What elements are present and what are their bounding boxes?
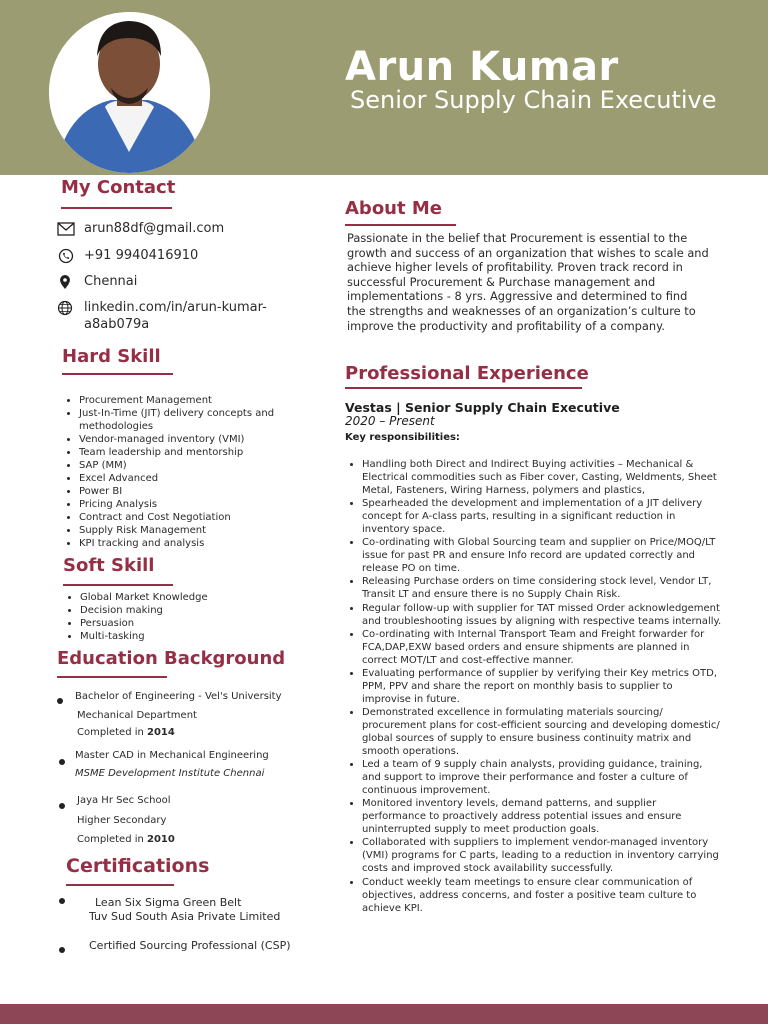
hard-skill-item: • Vendor-managed inventory (VMI) [79,433,319,446]
about-text: Passionate in the belief that Procurement is essential to the growth and success of an organization that wishes to scale and achieve higher levels of profitability. Proven track record in successful Procurement & Purchase management and implementations - 8 yrs. Aggressive and determined to find the strengths and weaknesses of an organization’s culture to improve the productivity and profitability of a company. [347,231,709,333]
about-heading: About Me [345,198,442,219]
hard-skill-item: • Team leadership and mentorship [79,446,319,459]
phone-icon [57,248,75,264]
contact-heading: My Contact [61,177,176,198]
edu-level: Higher Secondary [77,815,167,826]
certifications-underline [66,884,174,886]
edu-school-completed [77,834,175,845]
cert-csp: Certified Sourcing Professional (CSP) [89,939,291,952]
soft-skill-underline [63,584,173,586]
edu-school-completed-year: 2010 [147,834,175,845]
bullet-dot [59,947,65,953]
education-heading: Education Background [57,648,286,669]
responsibility-item: • Releasing Purchase orders on time considering stock level, Vendor LT, Transit LT and ensure there is no Supply Chain Risk. [362,575,722,601]
certifications-heading: Certifications [66,855,210,877]
responsibility-item: • Evaluating performance of supplier by verifying their Key metrics OTD, PPM, PPV and share the report on monthly basis to supplier to improvise in future. [362,667,722,706]
about-underline [345,224,456,226]
hard-skill-item: • Contract and Cost Negotiation [79,511,319,524]
responsibilities-list [345,458,722,915]
edu-completed [77,727,175,738]
edu-institute: MSME Development Institute Chennai [75,768,265,779]
experience-heading: Professional Experience [345,363,589,384]
email-link[interactable]: arun88df@gmail.com [84,221,225,236]
bullet-dot [59,898,65,904]
globe-icon [57,300,75,316]
edu-cad: Master CAD in Mechanical Engineering [75,750,269,761]
bullet-dot [59,803,65,809]
candidate-title: Senior Supply Chain Executive [350,86,717,114]
job-dates: 2020 – Present [345,414,435,428]
soft-skill-list [62,591,320,643]
responsibility-item: • Co-ordinating with Internal Transport Team and Freight forwarder for FCA,DAP,EXW based orders and ensure shipments are planned in correct MOT/LT and cost-effective manner. [362,628,722,667]
profile-photo-image [49,12,210,173]
responsibility-item: • Monitored inventory levels, demand patterns, and supplier performance to proactively address potential issues and ensure uninterrupted supply to meet production goals. [362,797,722,836]
edu-school: Jaya Hr Sec School [77,795,171,806]
hard-skill-item: • SAP (MM) [79,459,319,472]
hard-skill-list [61,394,319,550]
bullet-dot [57,698,63,704]
linkedin-url-line1[interactable]: linkedin.com/in/arun-kumar- [84,300,267,315]
responsibility-item: • Led a team of 9 supply chain analysts, providing guidance, training, and support to improve their performance and foster a culture of continuous improvement. [362,758,722,797]
contact-underline [61,207,172,209]
responsibility-item: • Conduct weekly team meetings to ensure clear communication of objectives, address concerns, and foster a positive team culture to achieve KPI. [362,876,722,915]
edu-department: Mechanical Department [77,710,197,721]
soft-skill-item: • Persuasion [80,617,320,630]
hard-skill-item: • Procurement Management [79,394,319,407]
job-title: Vestas | Senior Supply Chain Executive [345,400,620,415]
responsibility-item: • Demonstrated excellence in formulating materials sourcing/ procurement plans for cost-efficient sourcing and developing domestic/ global sources of supply to ensure business continuity matrix and smooth operations. [362,706,722,758]
edu-completed-year: 2014 [147,727,175,738]
edu-degree: Bachelor of Engineering - Vel's University [75,691,282,702]
mail-icon [57,221,75,237]
responsibility-item: • Spearheaded the development and implementation of a JIT delivery concept for A-class parts, resulting in a significant reduction in inventory space. [362,497,722,536]
hard-skill-item: • Just-In-Time (JIT) delivery concepts and methodologies [79,407,319,433]
soft-skill-item: • Multi-tasking [80,630,320,643]
footer-bar [0,1004,768,1024]
responsibility-item: • Regular follow-up with supplier for TAT missed Order acknowledgement and troubleshooting issues by aligning with respective teams internally. [362,602,722,628]
hard-skill-item: • Supply Risk Management [79,524,319,537]
hard-skill-item: • Power BI [79,485,319,498]
profile-photo [49,12,210,173]
hard-skill-underline [62,373,173,375]
edu-school-completed-label: Completed in [77,834,148,845]
soft-skill-heading: Soft Skill [63,555,155,576]
cert-issuer: Tuv Sud South Asia Private Limited [89,910,281,923]
soft-skill-item: • Global Market Knowledge [80,591,320,604]
linkedin-url-line2[interactable]: a8ab079a [84,317,150,332]
phone-number[interactable]: +91 9940416910 [84,248,199,263]
responsibility-item: • Handling both Direct and Indirect Buying activities – Mechanical & Electrical commodities such as Fiber cover, Casting, Weldments, Sheet Metal, Fasteners, Wiring Harness, polymers and plastics, [362,458,722,497]
location-pin-icon [57,274,75,290]
edu-completed-label: Completed in [77,727,148,738]
responsibility-item: • Co-ordinating with Global Sourcing team and supplier on Price/MOQ/LT issue for past PR and ensure Info record are updated correctly and release PO on time. [362,536,722,575]
location-text: Chennai [84,274,138,289]
bullet-dot [59,759,65,765]
key-responsibilities-label: Key responsibilities: [345,432,460,443]
education-underline [57,676,167,678]
responsibility-item: • Collaborated with suppliers to implement vendor-managed inventory (VMI) programs for C parts, leading to a reduction in inventory carrying costs and improved stock availability successfully. [362,836,722,875]
hard-skill-item: • Excel Advanced [79,472,319,485]
hard-skill-item: • KPI tracking and analysis [79,537,319,550]
hard-skill-heading: Hard Skill [62,346,161,367]
cert-lean-six-sigma: Lean Six Sigma Green Belt [95,896,242,909]
candidate-name: Arun Kumar [345,44,619,90]
soft-skill-item: • Decision making [80,604,320,617]
hard-skill-item: • Pricing Analysis [79,498,319,511]
experience-underline [345,387,582,389]
